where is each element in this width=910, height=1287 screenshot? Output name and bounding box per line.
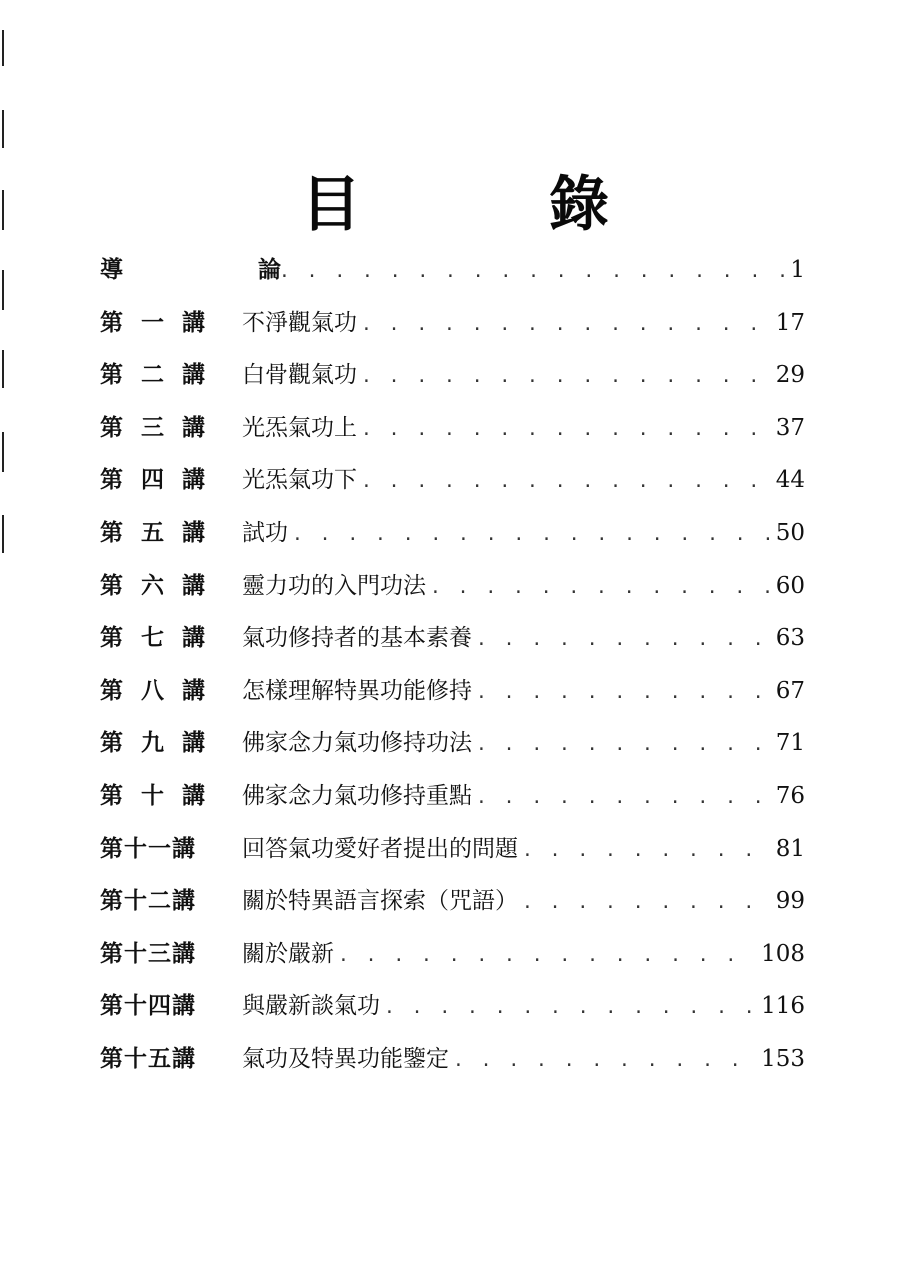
binding-marks (0, 0, 10, 600)
toc-page-number: 60 (775, 572, 805, 599)
toc-entry[interactable] (100, 875, 805, 928)
toc-title: 不淨觀氣功 (242, 309, 357, 336)
toc-entry[interactable] (100, 717, 805, 770)
toc-entry[interactable] (100, 1033, 805, 1086)
dot-leader (476, 719, 772, 772)
dot-leader (453, 1035, 757, 1088)
toc-entry[interactable] (100, 349, 805, 402)
toc-title: 關於特異語言探索（咒語） (242, 888, 518, 915)
dot-leader (338, 930, 757, 983)
toc-title: 氣功及特異功能鑒定 (242, 1045, 449, 1072)
toc-page-number: 37 (775, 414, 805, 441)
dot-leader (522, 877, 772, 930)
dot-leader (384, 982, 757, 1035)
toc-page-number: 71 (775, 730, 805, 757)
toc-page-number: 67 (775, 677, 805, 704)
toc-entry-intro[interactable] (100, 244, 805, 297)
dot-leader (430, 562, 772, 615)
dot-leader (361, 404, 772, 457)
toc-title: 關於嚴新 (242, 940, 334, 967)
toc-title: 試功 (242, 519, 288, 546)
toc-entry[interactable] (100, 928, 805, 981)
toc-entry[interactable] (100, 612, 805, 665)
toc-title: 氣功修持者的基本素養 (242, 625, 472, 652)
toc-label: 第七講 (100, 625, 223, 652)
toc-entry[interactable] (100, 823, 805, 876)
toc-title: 與嚴新談氣功 (242, 993, 380, 1020)
dot-leader (361, 456, 772, 509)
dot-leader (292, 509, 772, 562)
toc-title: 光炁氣功下 (242, 467, 357, 494)
toc-label: 第十講 (100, 782, 223, 809)
toc-title: 回答氣功愛好者提出的問題 (242, 835, 518, 862)
toc-label: 第五講 (100, 519, 223, 546)
toc-entry[interactable] (100, 507, 805, 560)
toc-label: 第一講 (100, 309, 223, 336)
toc-entry[interactable] (100, 454, 805, 507)
toc-label: 第十三講 (100, 940, 196, 967)
toc-label: 第六講 (100, 572, 223, 599)
toc-label: 第九講 (100, 730, 223, 757)
toc-label: 第三講 (100, 414, 223, 441)
toc-title: 白骨觀氣功 (242, 362, 357, 389)
toc-label: 第十一講 (100, 835, 196, 862)
toc-label: 導 論 (100, 257, 337, 283)
toc-page-number: 116 (761, 993, 805, 1020)
toc-page-number: 108 (761, 940, 805, 967)
dot-leader (361, 351, 772, 404)
dot-leader (476, 614, 772, 667)
toc-label: 第八講 (100, 677, 223, 704)
toc-page-number: 76 (775, 782, 805, 809)
toc-entry[interactable] (100, 297, 805, 350)
dot-leader (522, 825, 772, 878)
toc-title: 怎樣理解特異功能修持 (242, 677, 472, 704)
dot-leader (279, 246, 786, 299)
toc-page-number: 44 (775, 467, 805, 494)
toc-label: 第十五講 (100, 1045, 196, 1072)
dot-leader (361, 299, 772, 352)
toc-page-number: 81 (775, 835, 805, 862)
toc-entry[interactable] (100, 770, 805, 823)
toc-entry[interactable] (100, 560, 805, 613)
toc-page-number: 99 (775, 888, 805, 915)
toc-title: 靈力功的入門功法 (242, 572, 426, 599)
toc-title: 佛家念力氣功修持功法 (242, 730, 472, 757)
toc-page-number: 17 (775, 309, 805, 336)
dot-leader (476, 667, 772, 720)
toc-page-number: 63 (775, 625, 805, 652)
toc-label: 第二講 (100, 362, 223, 389)
table-of-contents (100, 244, 805, 1086)
toc-page-number: 50 (775, 519, 805, 546)
toc-label: 第十二講 (100, 888, 196, 915)
toc-entry[interactable] (100, 402, 805, 455)
toc-page-number: 153 (761, 1045, 805, 1072)
toc-label: 第十四講 (100, 993, 196, 1020)
toc-page-number: 1 (790, 257, 805, 283)
toc-label: 第四講 (100, 467, 223, 494)
toc-title: 光炁氣功上 (242, 414, 357, 441)
toc-entry[interactable] (100, 980, 805, 1033)
toc-entry[interactable] (100, 665, 805, 718)
dot-leader (476, 772, 772, 825)
toc-title: 佛家念力氣功修持重點 (242, 782, 472, 809)
page-title: 目 錄 (301, 170, 673, 241)
toc-page-number: 29 (775, 362, 805, 389)
